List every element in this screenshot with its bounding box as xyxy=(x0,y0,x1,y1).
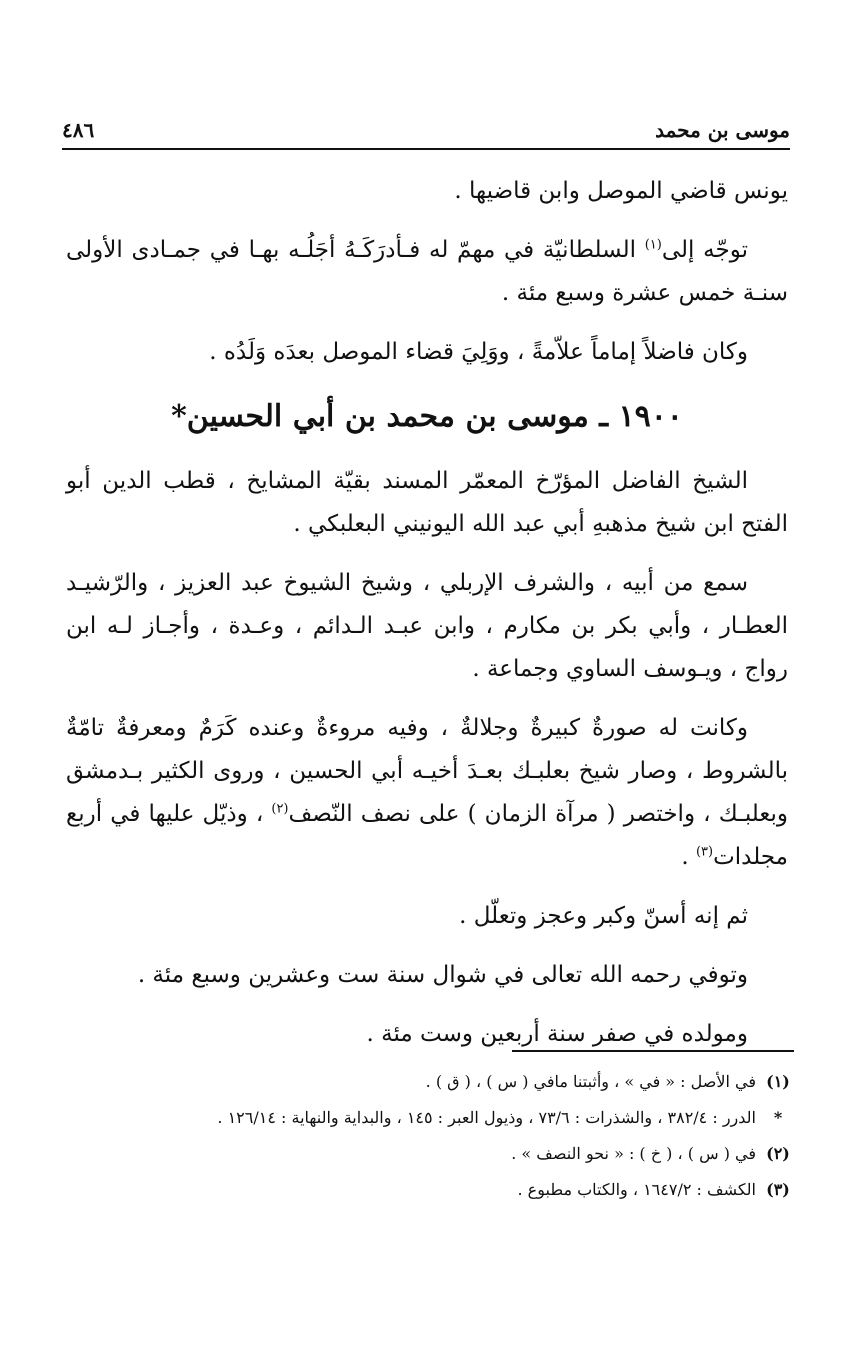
footnote-text: في ( س ) ، ( خ ) : « نحو النصف » . xyxy=(511,1144,756,1163)
paragraph-2-text-b: السلطانيّة في مهمّ له فـأدرَكَـهُ أجَلُـه بهـا في جمـادى الأولى سنـة خمس عشرة وسبع مئة . xyxy=(66,237,788,306)
footnotes xyxy=(120,1050,800,1216)
paragraph-3: وكان فاضلاً إماماً علاّمةً ، ووَلِيَ قضاء الموصل بعدَه وَلَدُه . xyxy=(209,339,748,365)
paragraph-6-text-a: وكانت له صورةٌ كبيرةٌ وجلالةٌ ، وفيه مروءةٌ وعنده كَرَمٌ ومعرفةٌ تامّةٌ بالشروط ، وصار شيخ بعلبـك بعـدَ أخيـه أبي الحسين ، وروى الكثير بـدمشق وبعلبـك ، واختصر ( مرآة الزمان ) على نصف النّصف xyxy=(66,715,788,827)
footnote-mark: (١) xyxy=(766,1072,790,1091)
paragraph-7: ثم إنه أسنّ وكبر وعجز وتعلّل . xyxy=(459,903,748,929)
paragraph-8: وتوفي رحمه الله تعالى في شوال سنة ست وعشرين وسبع مئة . xyxy=(137,962,748,988)
footnote-item xyxy=(120,1108,800,1128)
running-title: موسى بن محمد xyxy=(655,118,790,142)
footnote-item xyxy=(120,1072,800,1092)
main-text xyxy=(66,170,788,1072)
paragraph-6-text-c: . xyxy=(681,844,696,870)
footnote-mark: (٣) xyxy=(766,1180,790,1199)
footnote-text: الكشف : ١٦٤٧/٢ ، والكتاب مطبوع . xyxy=(517,1180,756,1199)
footnote-item xyxy=(120,1180,800,1200)
footnote-ref-1[interactable]: (١) xyxy=(644,237,662,253)
paragraph-1: يونس قاضي الموصل وابن قاضيها . xyxy=(454,178,788,204)
paragraph-2-text-a: توجّه إلى xyxy=(661,237,748,263)
entry-title: ١٩٠٠ ـ موسى بن محمد بن أبي الحسين* xyxy=(171,399,683,434)
paragraph-4: الشيخ الفاضل المؤرّخ المعمّر المسند بقيّة المشايخ ، قطب الدين أبو الفتح ابن شيخ مذهبهِ أبي عبد الله اليونيني البعلبكي . xyxy=(66,468,788,537)
paragraph-6 xyxy=(66,707,788,879)
footnote-divider xyxy=(512,1050,794,1052)
paragraph-9: ومولده في صفر سنة أربعين وست مئة . xyxy=(366,1021,748,1047)
page-header xyxy=(62,112,790,150)
footnote-item xyxy=(120,1144,800,1164)
page-number: ٤٨٦ xyxy=(62,118,95,142)
paragraph-2 xyxy=(66,229,788,315)
paragraph-6-text-b: ، وذيّل عليها في أربع مجلدات xyxy=(66,801,788,870)
footnote-ref-2[interactable]: (٢) xyxy=(271,801,289,817)
footnote-text: الدرر : ٣٨٢/٤ ، والشذرات : ٧٣/٦ ، وذيول العبر : ١٤٥ ، والبداية والنهاية : ١٢٦/١٤ . xyxy=(217,1108,756,1127)
footnote-mark: (٢) xyxy=(766,1144,790,1163)
paragraph-5: سمع من أبيه ، والشرف الإربلي ، وشيخ الشيوخ عبد العزيز ، والرّشيـد العطـار ، وأبي بكر بن مكارم ، وابن عبـد الـدائم ، وعـدة ، وأجـاز لـه ابن رواج ، ويـوسف الساوي وجماعة . xyxy=(66,570,788,682)
footnote-text: في الأصل : « في » ، وأثبتنا مافي ( س ) ، ( ق ) . xyxy=(425,1072,756,1091)
footnote-mark: * xyxy=(773,1108,783,1127)
footnote-ref-3[interactable]: (٣) xyxy=(695,844,714,860)
